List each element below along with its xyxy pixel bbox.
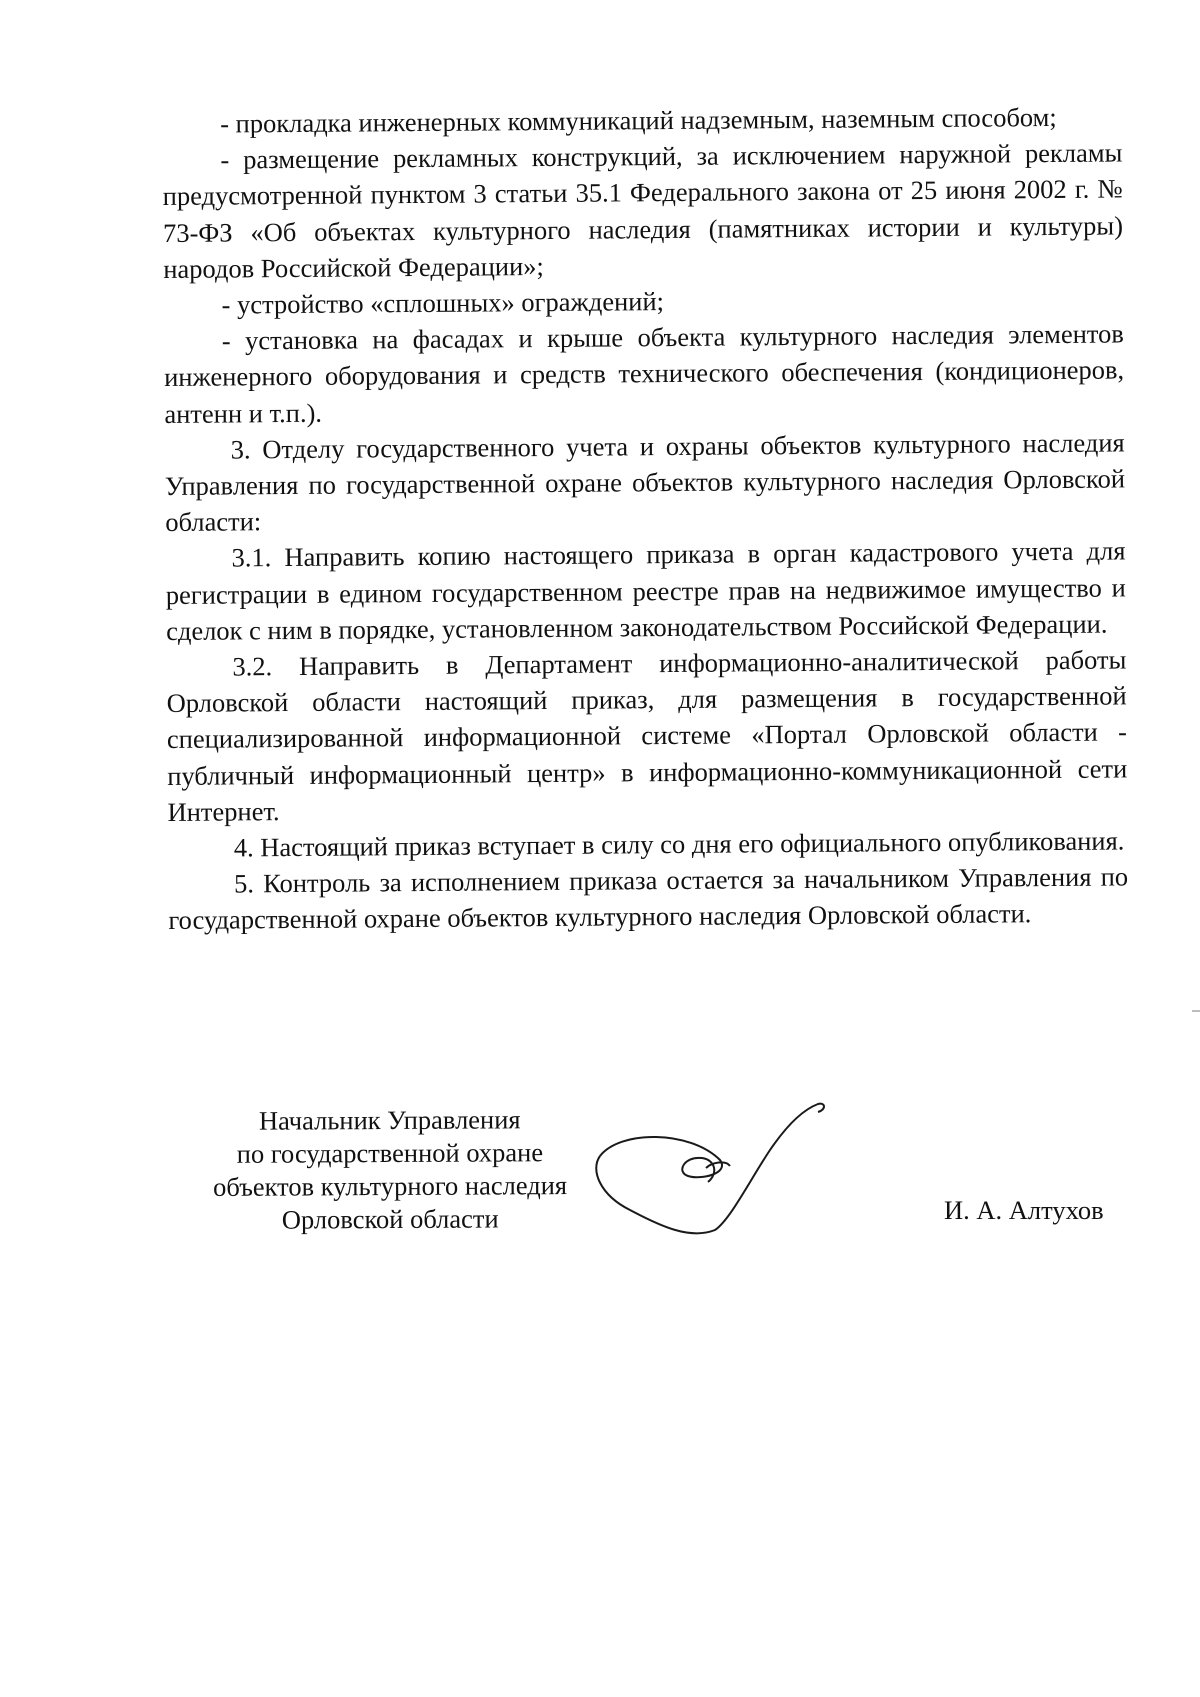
- paragraph-item-4: 4. Настоящий приказ вступает в силу со дня его официального опубликования.: [233, 825, 1125, 863]
- paragraph-item-3-2: 3.2. Направить в Департамент информационно-аналитической работы Орловской области настоящий приказ, для размещения в государственной специализированной информационной системе «Портал Орловской области - публичный информационный центр» в информационно-коммуникационной сети Интернет.: [166, 644, 1128, 827]
- signer-position-line: по государственной охране: [236, 1137, 544, 1169]
- handwritten-signature-icon: [580, 1090, 840, 1250]
- signer-position-line: Начальник Управления: [258, 1104, 521, 1136]
- paragraph-engineering-communications: - прокладка инженерных коммуникаций надземным, наземным способом;: [220, 101, 1057, 139]
- paragraph-advertising-structures: - размещение рекламных конструкций, за исключением наружной рекламы предусмотренной пунктом 3 статьи 35.1 Федерального закона от 25 июня 2002 г. № 73-ФЗ «Об объектах культурного наследия (памятниках истории и культуры) народов Российской Федерации»;: [162, 137, 1124, 284]
- paragraph-solid-fencing: - устройство «сплошных» ограждений;: [221, 286, 665, 320]
- document-body: [162, 98, 1129, 938]
- signer-position-line: Орловской области: [281, 1203, 499, 1235]
- signer-position: [180, 1103, 601, 1237]
- scan-edge-mark: [1192, 1010, 1200, 1012]
- signer-position-line: объектов культурного наследия: [212, 1170, 568, 1202]
- paragraph-item-5: 5. Контроль за исполнением приказа остается за начальником Управления по государственной охране объектов культурного наследия Орловской области.: [168, 861, 1129, 936]
- paragraph-item-3: 3. Отделу государственного учета и охраны объектов культурного наследия Управления по государственной охране объектов культурного наследия Орловской области:: [164, 427, 1126, 538]
- paragraph-facade-equipment: - установка на фасадах и крыше объекта культурного наследия элементов инженерного оборудования и средств технического обеспечения (кондиционеров, антенн и т.п.).: [164, 318, 1125, 429]
- signer-name: И. А. Алтухов: [944, 1195, 1104, 1225]
- paragraph-item-3-1: 3.1. Направить копию настоящего приказа в орган кадастрового учета для регистрации в едином государственном реестре прав на недвижимое имущество и сделок с ним в порядке, установленном законодательством Российской Федерации.: [165, 535, 1126, 646]
